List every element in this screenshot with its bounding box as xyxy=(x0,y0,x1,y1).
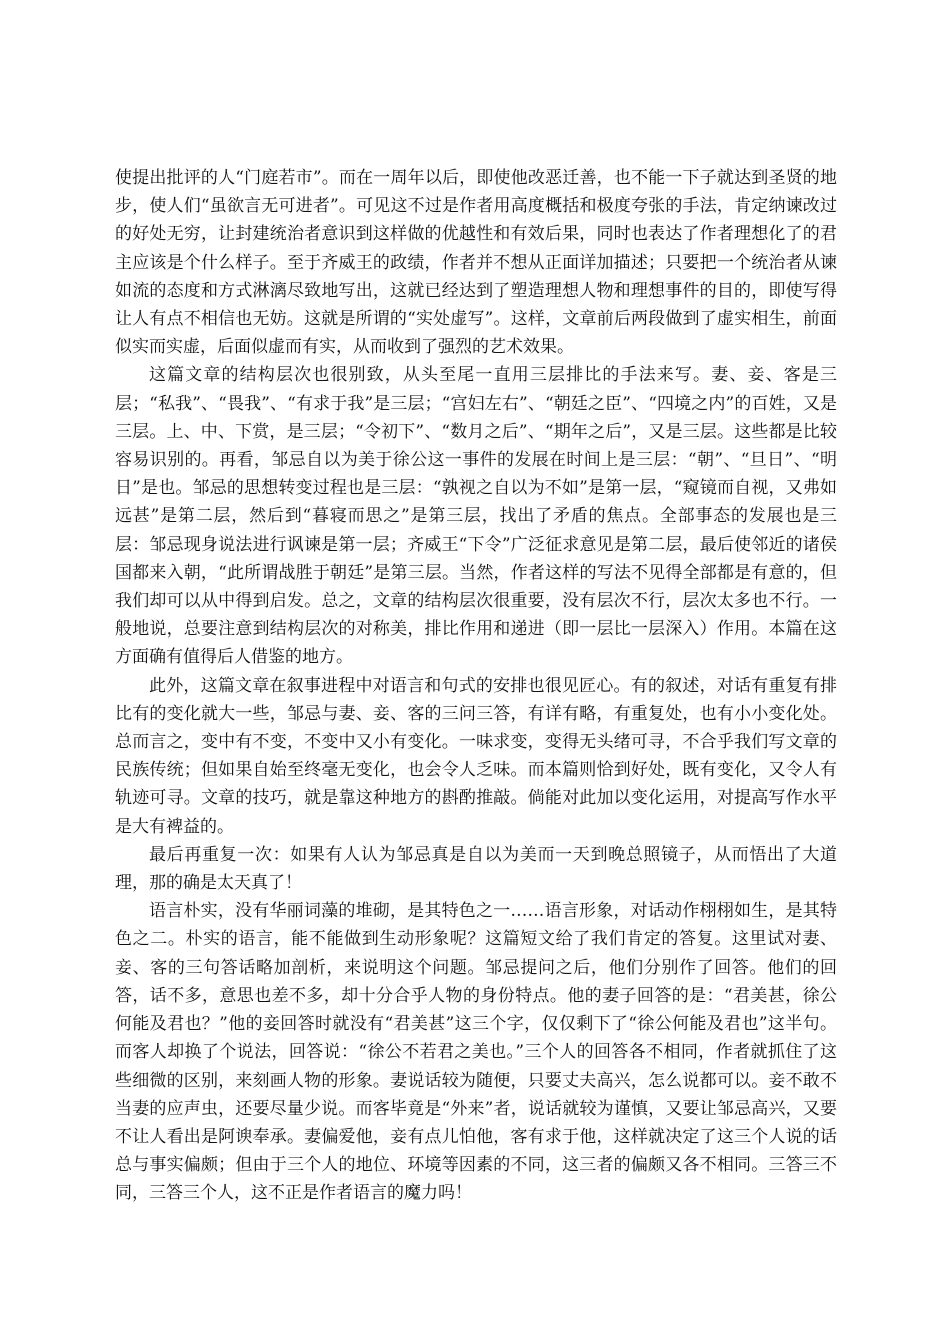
paragraph-continuation: 使提出批评的人“门庭若市”。而在一周年以后，即使他改恶迁善，也不能一下子就达到圣贤的地步，使人们“虽欲言无可进者”。可见这不过是作者用高度概括和极度夸张的手法，肯定纳谏改过的好处无穷，让封建统治者意识到这样做的优越性和有效后果，同时也表达了作者理想化了的君主应该是个什么样子。至于齐威王的政绩，作者并不想从正面详加描述；只要把一个统治者从谏如流的态度和方式淋漓尽致地写出，这就已经达到了塑造理想人物和理想事件的目的，即使写得让人有点不相信也无妨。这就是所谓的“实处虚写”。这样，文章前后两段做到了虚实相生，前面似实而实虚，后面似虚而有实，从而收到了强烈的艺术效果。 xyxy=(115,168,837,358)
paragraph-language: 此外，这篇文章在叙事进程中对语言和句式的安排也很见匠心。有的叙述，对话有重复有排比有的变化就大一些，邹忌与妻、妾、客的三问三答，有详有略，有重复处，也有小小变化处。总而言之，变中有不变，不变中又小有变化。一味求变，变得无头绪可寻，不合乎我们写文章的民族传统；但如果自始至终毫无变化，也会令人乏味。而本篇则恰到好处，既有变化，又令人有轨迹可寻。文章的技巧，就是靠这种地方的斟酌推敲。倘能对此加以变化运用，对提高写作水平是大有裨益的。 xyxy=(115,675,837,837)
paragraph-conclusion: 最后再重复一次：如果有人认为邹忌真是自以为美而一天到晚总照镜子，从而悟出了大道理，那的确是太天真了！ xyxy=(115,844,837,894)
paragraph-structure: 这篇文章的结构层次也很别致，从头至尾一直用三层排比的手法来写。妻、妾、客是三层；“私我”、“畏我”、“有求于我”是三层；“宫妇左右”、“朝廷之臣”、“四境之内”的百姓，又是三层。上、中、下赏，是三层；“令初下”、“数月之后”、“期年之后”，又是三层。这些都是比较容易识别的。再看，邹忌自以为美于徐公这一事件的发展在时间上是三层：“朝”、“旦日”、“明日”是也。邹忌的思想转变过程也是三层：“孰视之自以为不如”是第一层，“窥镜而自视，又弗如远甚”是第二层，然后到“暮寝而思之”是第三层，找出了矛盾的焦点。全部事态的发展也是三层：邹忌现身说法进行讽谏是第一层；齐威王“下令”广泛征求意见是第二层，最后使邻近的诸侯国都来入朝，“此所谓战胜于朝廷”是第三层。当然，作者这样的写法不见得全部都是有意的，但我们却可以从中得到启发。总之，文章的结构层次很重要，没有层次不行，层次太多也不行。一般地说，总要注意到结构层次的对称美，排比作用和递进（即一层比一层深入）作用。本篇在这方面确有值得后人借鉴的地方。 xyxy=(115,365,837,668)
paragraph-style: 语言朴实，没有华丽词藻的堆砌，是其特色之一……语言形象，对话动作栩栩如生，是其特色之二。朴实的语言，能不能做到生动形象呢？这篇短文给了我们肯定的答复。这里试对妻、妾、客的三句答话略加剖析，来说明这个问题。邹忌提问之后，他们分别作了回答。他们的回答，话不多，意思也差不多，却十分合乎人物的身份特点。他的妻子回答的是：“君美甚，徐公何能及君也？”他的妾回答时就没有“君美甚”这三个字，仅仅剩下了“徐公何能及君也”这半句。而客人却换了个说法，回答说：“徐公不若君之美也。”三个人的回答各不相同，作者就抓住了这些细微的区别，来刻画人物的形象。妻说话较为随便，只要丈夫高兴，怎么说都可以。妾不敢不当妻的应声虫，还要尽量少说。而客毕竟是“外来”者，说话就较为谨慎，又要让邹忌高兴，又要不让人看出是阿谀奉承。妻偏爱他，妾有点儿怕他，客有求于他，这样就决定了这三个人说的话总与事实偏颇；但由于三个人的地位、环境等因素的不同，这三者的偏颇又各不相同。三答三不同，三答三个人，这不正是作者语言的魔力吗！ xyxy=(115,901,837,1204)
document-body xyxy=(115,164,837,1208)
